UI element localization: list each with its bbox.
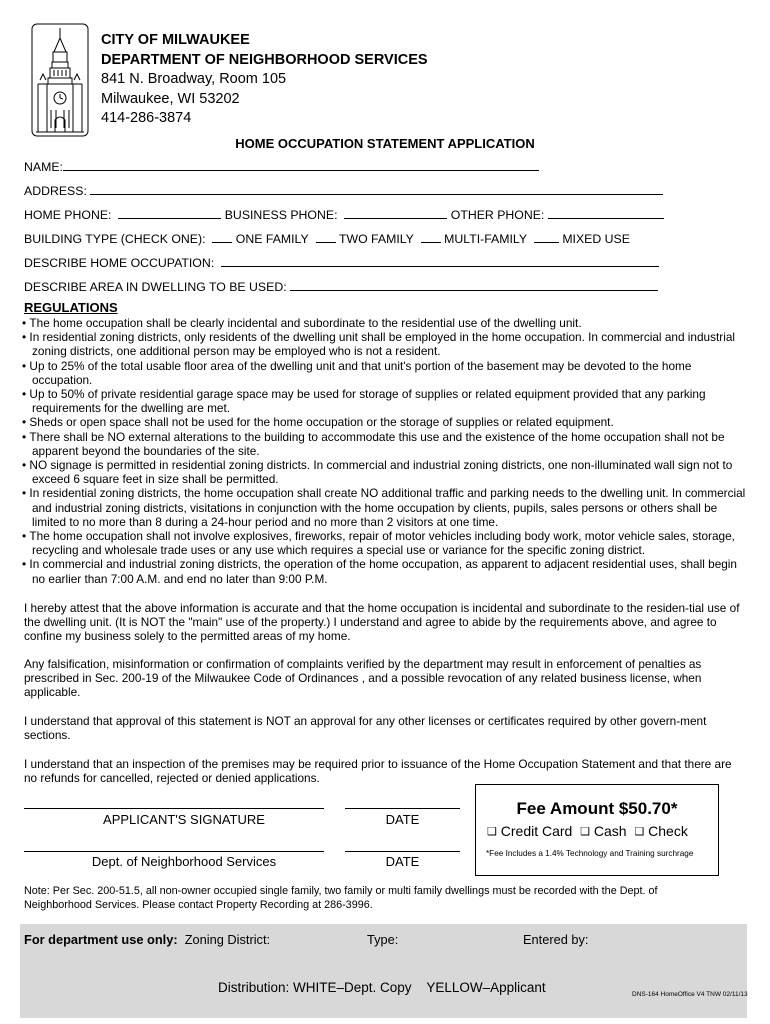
occupation-row xyxy=(24,256,659,270)
cash-label: Cash xyxy=(593,823,627,839)
dept-signature-line[interactable] xyxy=(24,851,324,852)
dept-signature-label: Dept. of Neighborhood Services xyxy=(91,854,277,869)
area-row xyxy=(24,280,658,294)
name-input[interactable] xyxy=(63,160,539,171)
type-label: Type: xyxy=(367,932,399,947)
cash-checkbox[interactable]: ❑ xyxy=(580,826,591,838)
business-phone-input[interactable] xyxy=(344,208,447,219)
regulations-title: REGULATIONS xyxy=(24,300,118,315)
address-input[interactable] xyxy=(90,184,663,195)
dept-date-label: DATE xyxy=(385,854,420,869)
form-title: HOME OCCUPATION STATEMENT APPLICATION xyxy=(235,136,535,151)
applicant-date-label: DATE xyxy=(385,812,420,827)
payment-options xyxy=(487,823,688,839)
area-input[interactable] xyxy=(290,280,658,291)
department-header xyxy=(101,31,428,129)
business-phone-label: BUSINESS PHONE: xyxy=(224,208,338,222)
phone-number: 414-286-3874 xyxy=(101,110,192,126)
credit-card-label: Credit Card xyxy=(500,823,573,839)
dept-date-line[interactable] xyxy=(345,851,460,852)
mixed-use-option: MIXED USE xyxy=(562,232,630,246)
regulation-item: • In residential zoning districts, the home occupation shall create NO additional traffic and parking needs to the dwelling unit. In commercial and industrial zoning districts, visitations in conjunction with the home occupation by clients, pupils, sales persons or others shall be limited to no more than 8 during a 24-hour period and no more than 2 visitors at one time. xyxy=(22,486,750,529)
regulation-item: • Up to 50% of private residential garage space may be used for storage of supplies or related equipment provided that any parking requirements for the dwelling are met. xyxy=(22,387,750,415)
check-label: Check xyxy=(648,823,688,839)
regulation-item: • Sheds or open space shall not be used for the home occupation or the storage of supplies or related equipment. xyxy=(22,415,750,429)
fee-box xyxy=(475,784,719,876)
occupation-input[interactable] xyxy=(221,256,659,267)
recording-note: Note: Per Sec. 200-51.5, all non-owner occupied single family, two family or multi family dwellings must be recorded with the Dept. of Neighborhood Services. Please contact Property Recording at 286-3996. xyxy=(24,885,658,911)
regulation-item: • There shall be NO external alterations to the building to accommodate this use and the existence of the home occupation shall not be apparent beyond the boundaries of the site. xyxy=(22,430,750,458)
name-label: NAME: xyxy=(24,160,63,174)
phone-row xyxy=(24,208,664,222)
two-family-blank[interactable] xyxy=(316,232,336,243)
attestation-paragraph: I hereby attest that the above information is accurate and that the home occupation is incidental and subordinate to the residen-tial use of the dwelling unit. (It is NOT the "main" use of the property.) I understand and agree to abide by the requirements above, and agree to confine my business solely to the permitted areas of my home. xyxy=(24,601,740,644)
applicant-signature-line[interactable] xyxy=(24,808,324,809)
street-address: 841 N. Broadway, Room 105 xyxy=(101,71,287,87)
home-phone-input[interactable] xyxy=(118,208,221,219)
regulation-item: • In commercial and industrial zoning districts, the operation of the home occupation, as apparent to adjacent residential uses, shall begin no earlier than 7:00 A.M. and end no later than 9:00 P.M. xyxy=(22,557,750,585)
regulation-item: • Up to 25% of the total usable floor area of the dwelling unit and that unit's portion of the basement may be devoted to the home occupation. xyxy=(22,359,750,387)
other-phone-label: OTHER PHONE: xyxy=(450,208,545,222)
multi-family-blank[interactable] xyxy=(421,232,441,243)
regulation-item: • The home occupation shall be clearly incidental and subordinate to the residential use of the dwelling unit. xyxy=(22,316,750,330)
regulations-list xyxy=(22,316,750,586)
dept-use-label: For department use only: xyxy=(24,932,178,947)
one-family-blank[interactable] xyxy=(212,232,232,243)
dept-use-label-row xyxy=(24,932,270,947)
applicant-signature-label: APPLICANT'S SIGNATURE xyxy=(103,812,265,827)
zoning-district-label: Zoning District: xyxy=(184,932,271,947)
distribution-text: Distribution: WHITE–Dept. Copy YELLOW–Applicant xyxy=(218,980,546,995)
regulation-item: • The home occupation shall not involve explosives, fireworks, repair of motor vehicles including body work, motor vehicle sales, storage, recycling and wholesale trade uses or any use which requires a special use or variance for the specific zoning district. xyxy=(22,529,750,557)
applicant-date-line[interactable] xyxy=(345,808,460,809)
fee-note: *Fee Includes a 1.4% Technology and Training surchrage xyxy=(486,849,694,858)
multi-family-option: MULTI-FAMILY xyxy=(444,232,528,246)
address-label: ADDRESS: xyxy=(24,184,87,198)
one-family-option: ONE FAMILY xyxy=(235,232,309,246)
regulation-item: • In residential zoning districts, only residents of the dwelling unit shall be employed in the home occupation. In commercial and industrial zoning districts, one additional person may be employed who is not a resident. xyxy=(22,330,750,358)
two-family-option: TWO FAMILY xyxy=(338,232,414,246)
building-type-label: BUILDING TYPE (CHECK ONE): xyxy=(24,232,206,246)
department-name: DEPARTMENT OF NEIGHBORHOOD SERVICES xyxy=(101,51,428,68)
name-row xyxy=(24,160,539,174)
address-row xyxy=(24,184,663,198)
inspection-paragraph: I understand that an inspection of the premises may be required prior to issuance of the Home Occupation Statement and that there are no refunds for cancelled, rejected or denied applications. xyxy=(24,757,732,786)
city-hall-logo xyxy=(30,22,90,138)
city-name: CITY OF MILWAUKEE xyxy=(101,32,250,48)
fee-amount: Fee Amount $50.70* xyxy=(516,799,678,818)
building-type-row xyxy=(24,232,630,246)
home-phone-label: HOME PHONE: xyxy=(24,208,112,222)
falsification-paragraph: Any falsification, misinformation or confirmation of complaints verified by the department may result in enforcement of penalties as prescribed in Sec. 200-19 of the Milwaukee Code of Ordinances , and a possible revocation of any related business license, when applicable. xyxy=(24,657,702,700)
department-use-box xyxy=(20,924,747,1018)
regulation-item: • NO signage is permitted in residential zoning districts. In commercial and industrial zoning districts, one non-illuminated wall sign not to exceed 6 square feet in size shall be permitted. xyxy=(22,458,750,486)
approval-paragraph: I understand that approval of this statement is NOT an approval for any other licenses or certificates required by other govern-ment sections. xyxy=(24,714,707,743)
form-code: DNS-164 HomeOffice V4 TNW 02/11/13 xyxy=(632,991,748,998)
area-label: DESCRIBE AREA IN DWELLING TO BE USED: xyxy=(24,280,287,294)
mixed-use-blank[interactable] xyxy=(534,232,559,243)
check-checkbox[interactable]: ❑ xyxy=(634,826,645,838)
credit-card-checkbox[interactable]: ❑ xyxy=(487,826,497,838)
city-state-zip: Milwaukee, WI 53202 xyxy=(101,90,240,107)
entered-by-label: Entered by: xyxy=(523,932,589,947)
occupation-label: DESCRIBE HOME OCCUPATION: xyxy=(24,256,215,270)
other-phone-input[interactable] xyxy=(548,208,664,219)
